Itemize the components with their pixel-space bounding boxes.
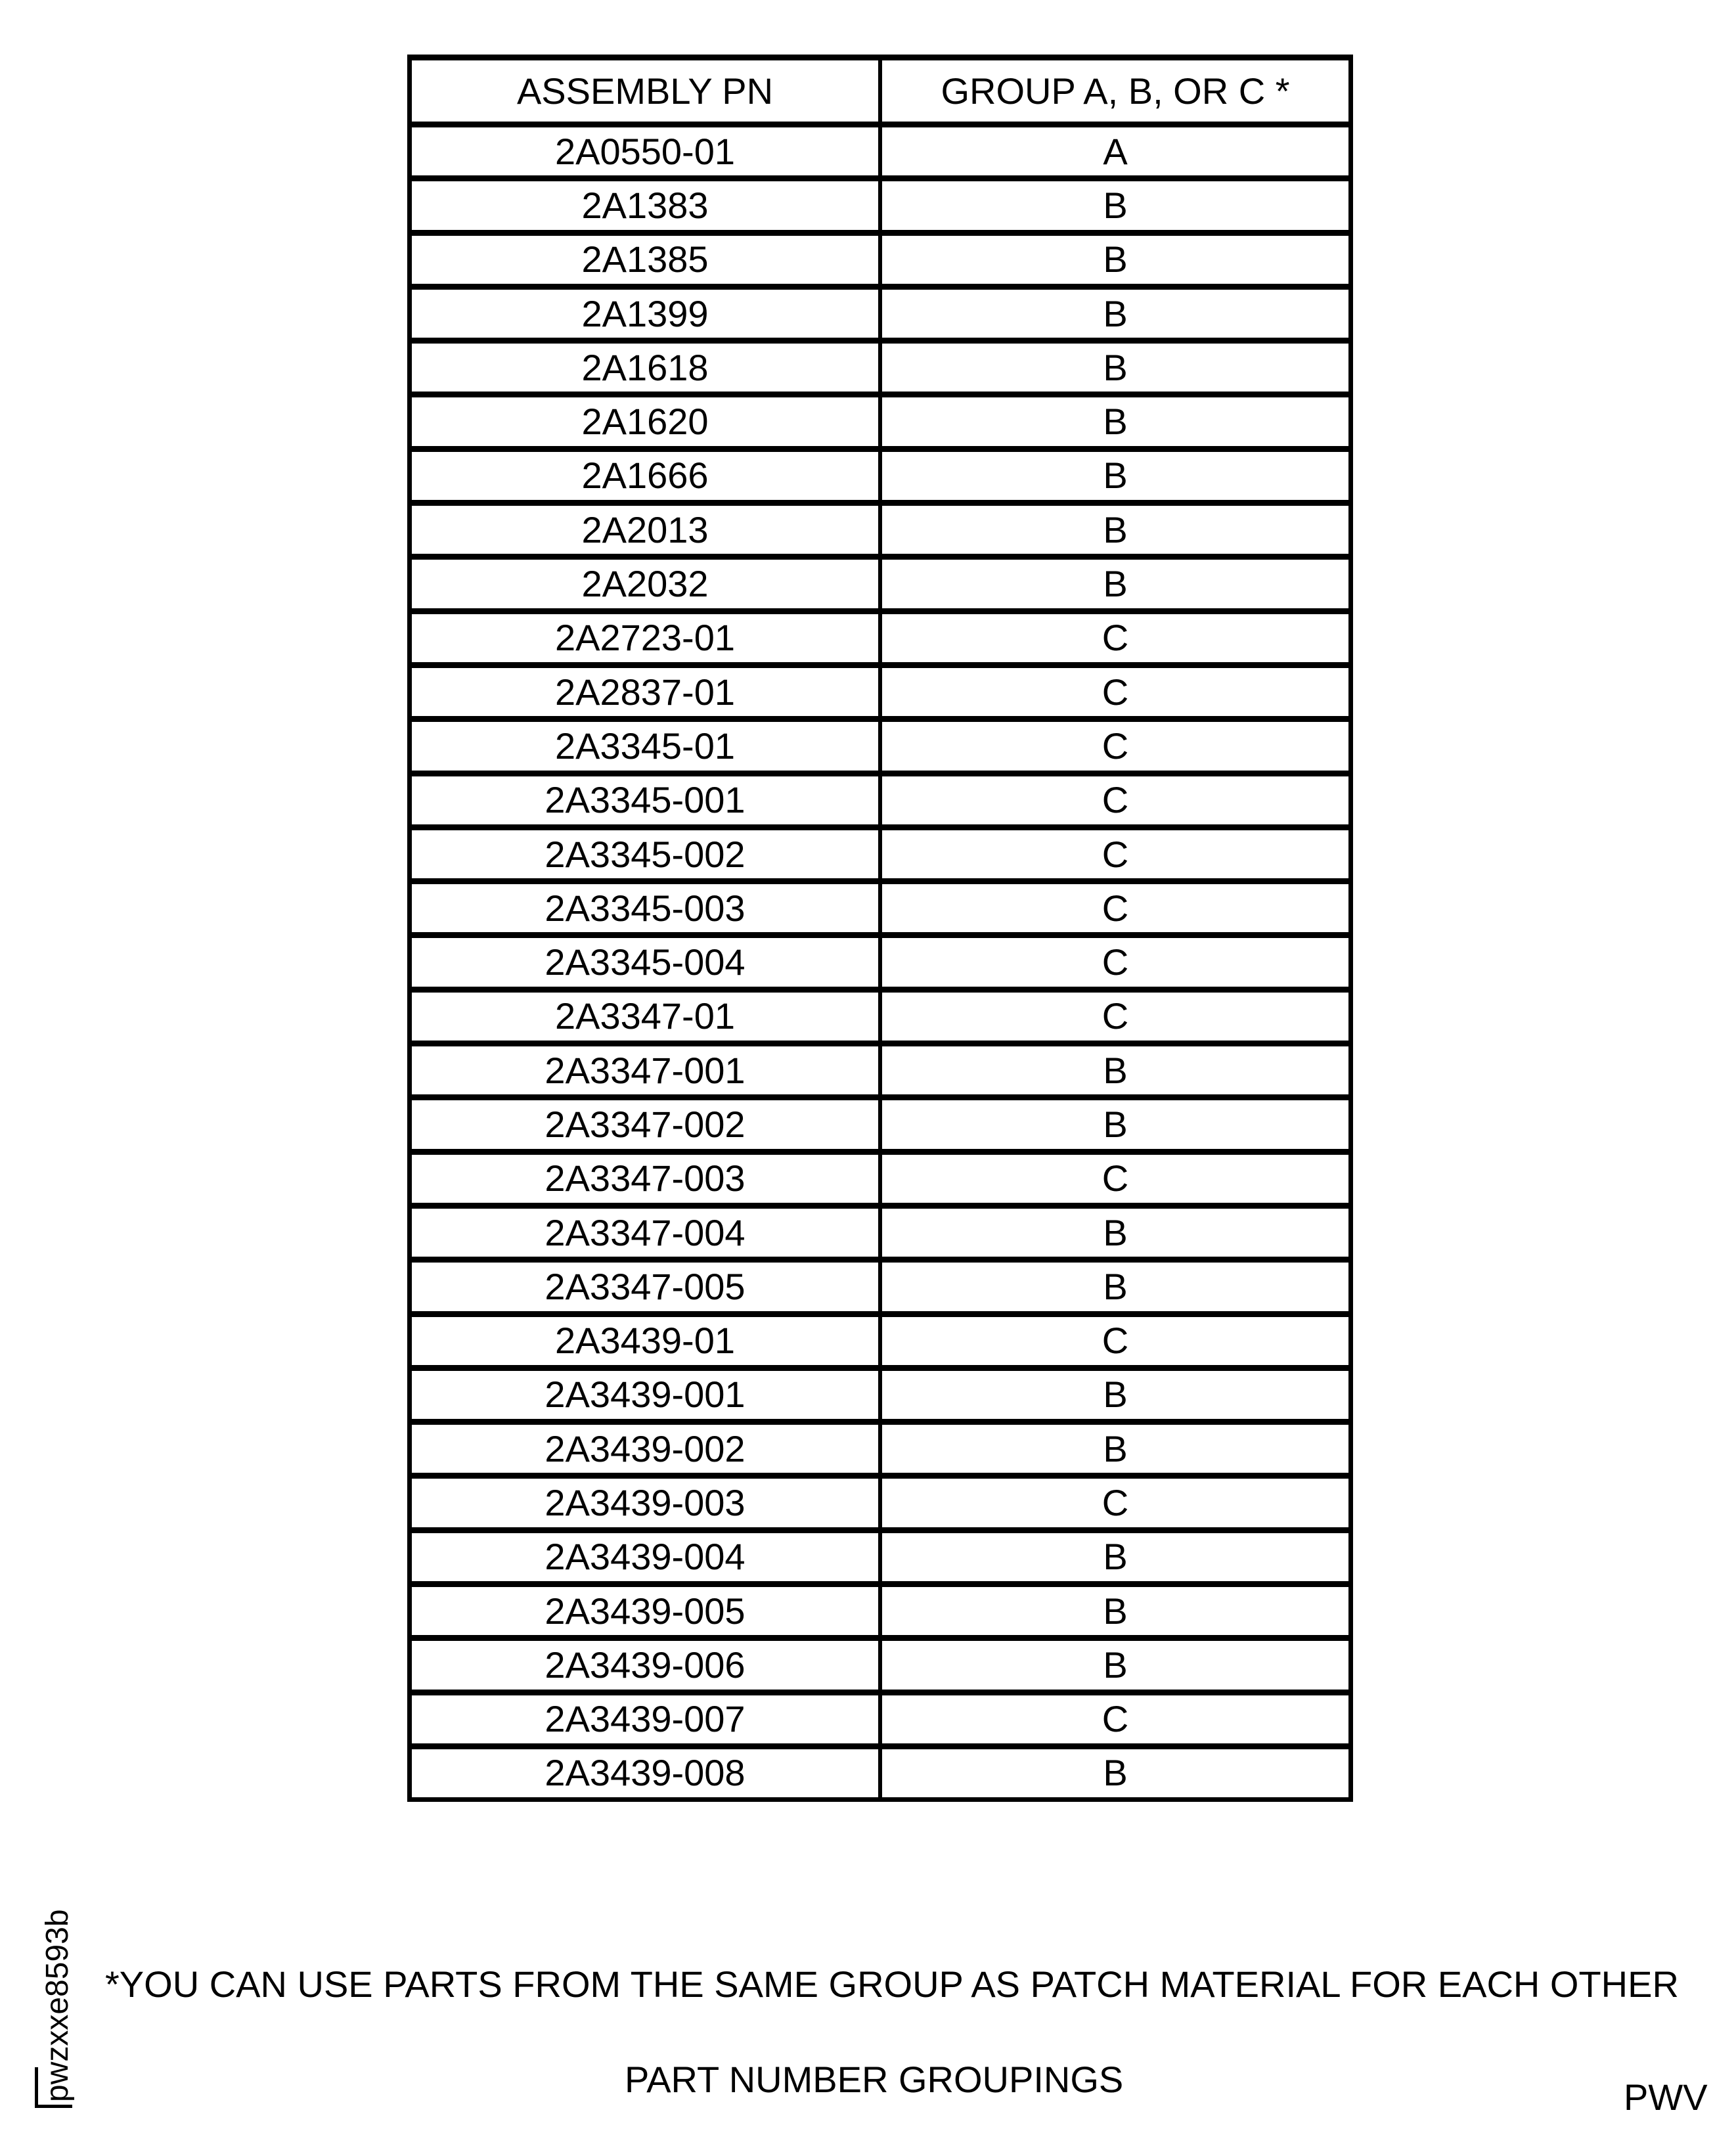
table-row bbox=[410, 1692, 1351, 1746]
group-cell: C bbox=[880, 1314, 1351, 1368]
table-row bbox=[410, 1530, 1351, 1584]
assembly-pn-cell: 2A1618 bbox=[410, 341, 881, 395]
assembly-pn-cell: 2A3439-006 bbox=[410, 1638, 881, 1692]
group-cell: C bbox=[880, 1692, 1351, 1746]
group-cell: B bbox=[880, 1260, 1351, 1314]
col-header-group: GROUP A, B, OR C * bbox=[880, 58, 1351, 125]
group-cell: C bbox=[880, 611, 1351, 665]
group-cell: C bbox=[880, 719, 1351, 773]
table-row bbox=[410, 449, 1351, 503]
assembly-pn-cell: 2A3439-004 bbox=[410, 1530, 881, 1584]
assembly-pn-cell: 2A3439-002 bbox=[410, 1422, 881, 1476]
assembly-pn-cell: 2A3347-001 bbox=[410, 1044, 881, 1098]
table-row bbox=[410, 125, 1351, 179]
table-row bbox=[410, 1368, 1351, 1422]
assembly-pn-cell: 2A3439-003 bbox=[410, 1476, 881, 1530]
assembly-pn-cell: 2A3345-001 bbox=[410, 773, 881, 827]
assembly-pn-cell: 2A0550-01 bbox=[410, 125, 881, 179]
table-row bbox=[410, 395, 1351, 449]
table-row bbox=[410, 719, 1351, 773]
group-cell: B bbox=[880, 1746, 1351, 1799]
table-row bbox=[410, 773, 1351, 827]
table-row bbox=[410, 1152, 1351, 1205]
table-header-row bbox=[410, 58, 1351, 125]
group-cell: B bbox=[880, 449, 1351, 503]
table-row bbox=[410, 179, 1351, 233]
assembly-pn-cell: 2A2837-01 bbox=[410, 665, 881, 719]
table-row bbox=[410, 1044, 1351, 1098]
assembly-pn-cell: 2A1620 bbox=[410, 395, 881, 449]
group-cell: B bbox=[880, 1098, 1351, 1152]
group-cell: C bbox=[880, 989, 1351, 1043]
assembly-pn-cell: 2A3439-008 bbox=[410, 1746, 881, 1799]
assembly-pn-cell: 2A3345-003 bbox=[410, 882, 881, 935]
table-row bbox=[410, 286, 1351, 340]
page-code: PWV bbox=[1624, 2076, 1708, 2118]
group-cell: C bbox=[880, 1152, 1351, 1205]
group-cell: B bbox=[880, 1205, 1351, 1259]
group-cell: C bbox=[880, 1476, 1351, 1530]
assembly-pn-cell: 2A3347-002 bbox=[410, 1098, 881, 1152]
group-cell: C bbox=[880, 665, 1351, 719]
assembly-pn-cell: 2A2013 bbox=[410, 503, 881, 557]
assembly-pn-cell: 2A2032 bbox=[410, 557, 881, 611]
group-cell: B bbox=[880, 179, 1351, 233]
assembly-pn-cell: 2A1383 bbox=[410, 179, 881, 233]
table-row bbox=[410, 1422, 1351, 1476]
group-cell: B bbox=[880, 1044, 1351, 1098]
group-cell: B bbox=[880, 1530, 1351, 1584]
table-row bbox=[410, 1584, 1351, 1638]
assembly-pn-cell: 2A3439-01 bbox=[410, 1314, 881, 1368]
assembly-pn-cell: 2A2723-01 bbox=[410, 611, 881, 665]
group-cell: B bbox=[880, 395, 1351, 449]
assembly-pn-cell: 2A1399 bbox=[410, 286, 881, 340]
group-cell: B bbox=[880, 1422, 1351, 1476]
group-cell: C bbox=[880, 935, 1351, 989]
page-title: PART NUMBER GROUPINGS bbox=[625, 2059, 1124, 2100]
table-row bbox=[410, 1746, 1351, 1799]
table-row bbox=[410, 341, 1351, 395]
table-row bbox=[410, 1638, 1351, 1692]
group-cell: B bbox=[880, 286, 1351, 340]
table-row bbox=[410, 503, 1351, 557]
table-row bbox=[410, 882, 1351, 935]
table-row bbox=[410, 611, 1351, 665]
table-row bbox=[410, 665, 1351, 719]
assembly-pn-cell: 2A3345-01 bbox=[410, 719, 881, 773]
table-row bbox=[410, 1314, 1351, 1368]
table-row bbox=[410, 1260, 1351, 1314]
group-cell: C bbox=[880, 773, 1351, 827]
group-cell: B bbox=[880, 503, 1351, 557]
group-cell: A bbox=[880, 125, 1351, 179]
table-header bbox=[410, 58, 1351, 125]
table-row bbox=[410, 1098, 1351, 1152]
part-number-groupings-table bbox=[407, 55, 1353, 1802]
table-row bbox=[410, 1205, 1351, 1259]
assembly-pn-cell: 2A3347-003 bbox=[410, 1152, 881, 1205]
footnote-text: *YOU CAN USE PARTS FROM THE SAME GROUP AS PATCH MATERIAL FOR EACH OTHER bbox=[105, 1963, 1679, 2005]
assembly-pn-cell: 2A3439-005 bbox=[410, 1584, 881, 1638]
group-cell: B bbox=[880, 233, 1351, 286]
group-cell: C bbox=[880, 882, 1351, 935]
group-cell: C bbox=[880, 827, 1351, 881]
side-reference-code: pwzxxe8593b bbox=[40, 1909, 75, 2102]
assembly-pn-cell: 2A3347-005 bbox=[410, 1260, 881, 1314]
table-row bbox=[410, 1476, 1351, 1530]
group-cell: B bbox=[880, 1638, 1351, 1692]
table-row bbox=[410, 935, 1351, 989]
assembly-pn-cell: 2A3439-001 bbox=[410, 1368, 881, 1422]
col-header-assembly-pn: ASSEMBLY PN bbox=[410, 58, 881, 125]
group-cell: B bbox=[880, 1584, 1351, 1638]
assembly-pn-cell: 2A3347-004 bbox=[410, 1205, 881, 1259]
assembly-pn-cell: 2A3347-01 bbox=[410, 989, 881, 1043]
parts-table-body bbox=[410, 125, 1351, 1800]
side-code-corner-bracket bbox=[35, 2067, 72, 2108]
assembly-pn-cell: 2A1666 bbox=[410, 449, 881, 503]
table-row bbox=[410, 827, 1351, 881]
assembly-pn-cell: 2A3439-007 bbox=[410, 1692, 881, 1746]
table-row bbox=[410, 989, 1351, 1043]
assembly-pn-cell: 2A3345-004 bbox=[410, 935, 881, 989]
table-row bbox=[410, 557, 1351, 611]
group-cell: B bbox=[880, 557, 1351, 611]
table-row bbox=[410, 233, 1351, 286]
group-cell: B bbox=[880, 1368, 1351, 1422]
assembly-pn-cell: 2A1385 bbox=[410, 233, 881, 286]
group-cell: B bbox=[880, 341, 1351, 395]
assembly-pn-cell: 2A3345-002 bbox=[410, 827, 881, 881]
